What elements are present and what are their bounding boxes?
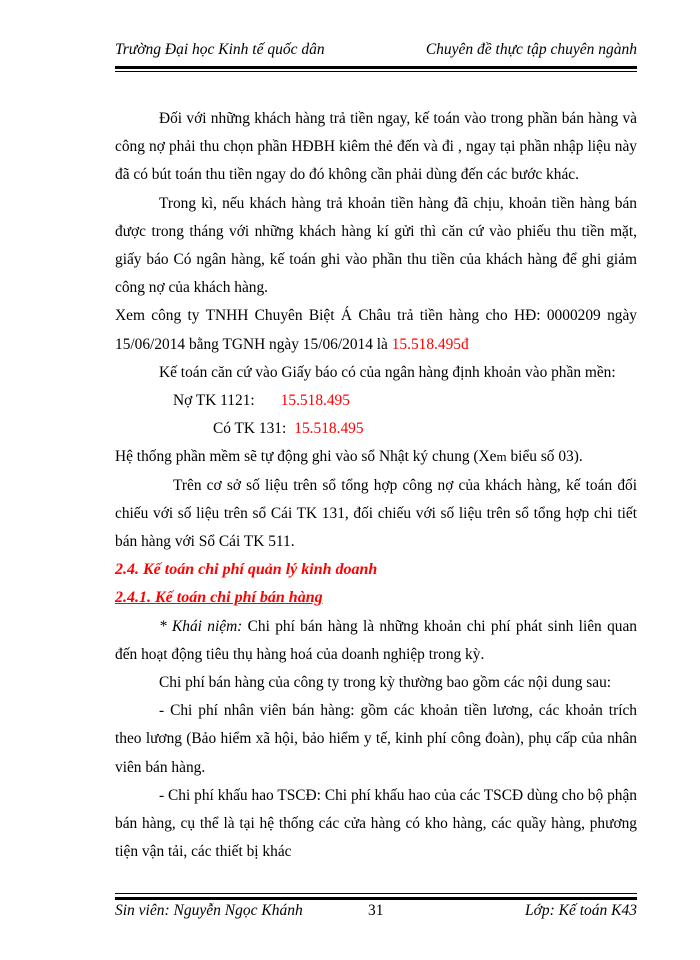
example-amount: 15.518.495đ <box>391 335 469 353</box>
debit-amount: 15.518.495 <box>280 392 350 410</box>
journal-entry-debit <box>115 387 637 415</box>
paragraph-immediate-payment: Đối với những khách hàng trả tiền ngay, kế toán vào trong phần bán hàng và công nợ phải thu chọn phần HĐBH kiêm thẻ đến và đi , ngay tại phần nhập liệu này đã có bút toán thu tiền ngay do đó không cần phải dùng đến các bước khác. <box>115 110 637 184</box>
definition-label: * Khái niệm: <box>159 617 243 635</box>
credit-amount: 15.518.495 <box>294 420 364 438</box>
footer-student: Sin viên: Nguyễn Ngọc Khánh <box>115 902 303 919</box>
section-heading-2-4-1: 2.4.1. Kế toán chi phí bán hàng <box>115 589 323 607</box>
paragraph-definition <box>115 613 637 669</box>
footer-class: Lớp: Kế toán K43 <box>524 902 637 919</box>
page-header <box>115 41 637 63</box>
paragraph-entry-intro: Kế toán căn cứ vào Giấy báo có của ngân hàng định khoản vào phần mền: <box>159 363 616 381</box>
auto-journal-text-c: biểu số 03). <box>506 448 583 466</box>
header-university: Trường Đại học Kinh tế quốc dân <box>115 41 325 58</box>
paragraph-credit-payment: Trong kì, nếu khách hàng trả khoản tiền hàng đã chịu, khoản tiền hàng bán được trong tháng với những khách hàng kí gửi thì căn cứ vào phiếu thu tiền mặt, giấy báo Có ngân hàng, kế toán ghi vào phần thu tiền của khách hàng để ghi giảm công nợ của khách hàng. <box>115 194 637 297</box>
bullet-depreciation-cost: - Chi phí khấu hao TSCĐ: Chi phí khấu hao của các TSCĐ dùng cho bộ phận bán hàng, cụ thể là tại hệ thống các cửa hàng có kho hàng, các quầy hàng, phương tiện vận tải, các thiết bị khác <box>115 786 637 861</box>
journal-entry-credit <box>115 415 637 443</box>
example-text: Xem công ty TNHH Chuyên Biệt Á Châu trả tiền hàng cho HĐ: 0000209 ngày 15/06/2014 bằng TGNH ngày 15/06/2014 là <box>115 307 637 353</box>
paragraph-reconciliation: Trên cơ sở số liệu trên sổ tổng hợp công nợ của khách hàng, kế toán đối chiếu với số liệu trên sổ Cái TK 131, đối chiếu với số liệu trên sổ tổng hợp chi tiết bán hàng với Sổ Cái TK 511. <box>115 476 637 551</box>
paragraph-example <box>115 302 637 358</box>
page-footer <box>115 902 637 924</box>
section-heading-2-4: 2.4. Kế toán chi phí quản lý kinh doanh <box>115 561 378 579</box>
paragraph-cost-items-intro: Chi phí bán hàng của công ty trong kỳ thường bao gồm các nội dung sau: <box>159 674 612 692</box>
paragraph-auto-journal <box>115 443 637 471</box>
debit-account: Nợ TK 1121: <box>173 392 255 410</box>
page-body <box>115 105 637 866</box>
credit-account: Có TK 131: <box>213 420 287 438</box>
header-rule-thin <box>115 71 637 72</box>
auto-journal-text-a: Hệ thống phần mềm sẽ tự động ghi vào sổ Nhật ký chung (Xe <box>115 448 497 466</box>
bullet-staff-cost: - Chi phí nhân viên bán hàng: gồm các khoản tiền lương, các khoản trích theo lương (Bảo hiểm xã hội, bảo hiểm y tế, kinh phí công đoàn), phụ cấp của nhân viên bán hàng. <box>115 702 637 776</box>
definition-text: Chi phí bán hàng là những khoản chi phí phát sinh liên quan đến hoạt động tiêu thụ hàng hoá của doanh nghiệp trong kỳ. <box>115 617 637 663</box>
auto-journal-text-b: m <box>496 449 507 465</box>
page-number: 31 <box>368 902 384 919</box>
header-report-title: Chuyên đề thực tập chuyên ngành <box>425 41 637 58</box>
footer-rule-thick <box>115 897 637 900</box>
header-rule-thick <box>115 66 637 69</box>
footer-rule-thin <box>115 893 637 894</box>
